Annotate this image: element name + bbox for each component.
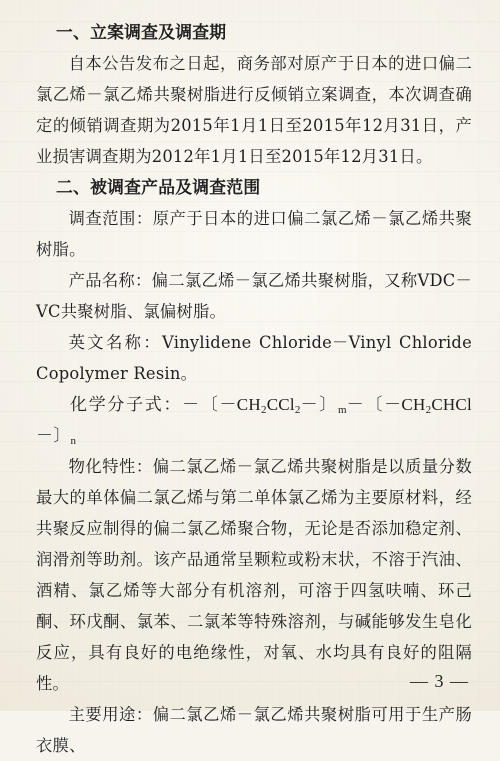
page-number: — 3 — [410, 671, 469, 691]
section-1-heading: 一、立案调查及调查期 [56, 22, 227, 42]
formula-subscript: 2 [260, 404, 267, 416]
section-2-heading: 二、被调查产品及调查范围 [56, 177, 261, 197]
formula-subscript: 2 [425, 404, 432, 416]
product-name-paragraph: 产品名称：偏二氯乙烯－氯乙烯共聚树脂，又称VDC－VC共聚树脂、氯偏树脂。 [36, 271, 472, 321]
formula-subscript: 2 [294, 404, 301, 416]
formula-part-open2: －〔－CH [346, 395, 426, 414]
formula-part-close1: －〕 [300, 395, 338, 414]
formula-label: 化学分子式： [70, 395, 183, 414]
formula-part-chcl: CHCl－〕 [36, 395, 472, 445]
properties-paragraph: 物化特性：偏二氯乙烯－氯乙烯共聚树脂是以质量分数最大的单体偏二氯乙烯与第二单体氯乙烯为主要原材料，经共聚反应制得的偏二氯乙烯聚合物，无论是否添加稳定剂、润滑剂等助剂。该产品通常呈颗粒或粉末状，不溶于汽油、酒精、氯乙烯等大部分有机溶剂，可溶于四氢呋喃、环己酮、环戊酮、氯苯、二氯苯等特殊溶剂，与碱能够发生皂化反应，具有良好的电绝缘性，对氧、水均具有良好的阻隔性。 [36, 457, 472, 693]
formula-part-open: －〔－CH [182, 395, 261, 414]
formula-part-ccl: CCl [266, 395, 295, 414]
scope-paragraph: 调查范围：原产于日本的进口偏二氯乙烯－氯乙烯共聚树脂。 [36, 209, 472, 259]
section-1-paragraph: 自本公告发布之日起，商务部对原产于日本的进口偏二氯乙烯－氯乙烯共聚树脂进行反倾销立案调查，本次调查确定的倾销调查期为2015年1月1日至2015年12月31日，产业损害调查期为2012年1月1日至2015年12月31日。 [36, 54, 472, 166]
document-body [36, 17, 472, 761]
formula-subscript-m: m [337, 404, 347, 416]
main-uses-paragraph: 主要用途：偏二氯乙烯－氯乙烯共聚树脂可用于生产肠衣膜、 [36, 705, 472, 755]
chemical-formula-paragraph [36, 389, 472, 451]
formula-subscript-n: n [70, 435, 77, 447]
english-name-paragraph: 英文名称：Vinylidene Chloride－Vinyl Chloride Copolymer Resin。 [36, 333, 472, 383]
